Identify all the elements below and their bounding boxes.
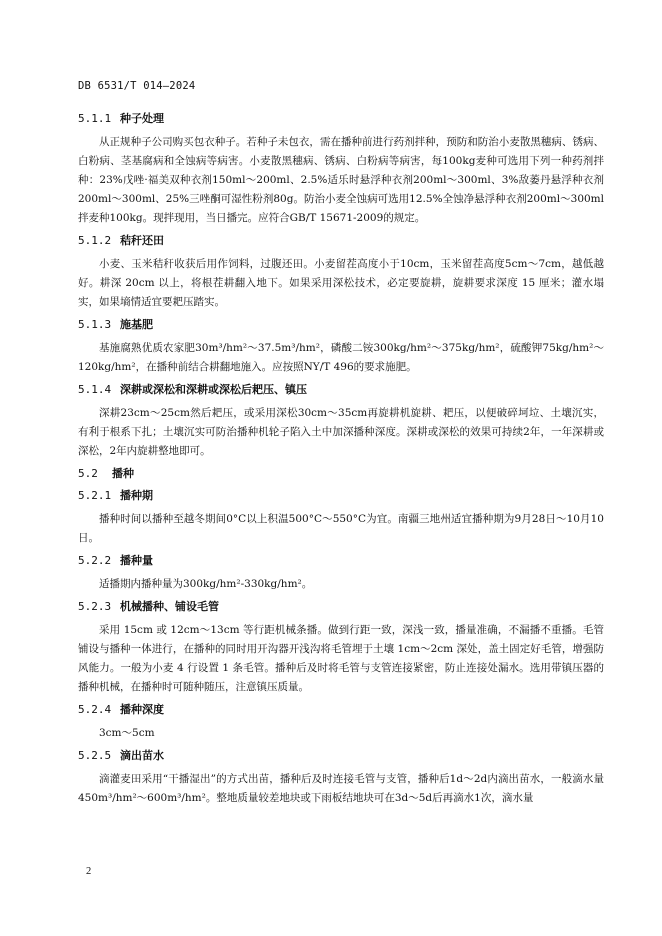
paragraph: 滴灌麦田采用“干播湿出”的方式出苗，播种后及时连接毛管与支管，播种后1d～2d内滴出苗水，一般滴水量450m³/hm²～600m³/hm²。整地质量较差地块或下雨板结地块可在3d～5d后再滴水1次，滴水量 (78, 773, 604, 804)
section-title: 播种期 (120, 489, 153, 502)
paragraph: 小麦、玉米秸秆收获后用作饲料，过腹还田。小麦留茬高度小于10cm，玉米留茬高度5cm～7cm，越低越好。耕深 20cm 以上，将根茬耕翻入地下。如果采用深松技术，必定要旋耕，旋耕要求深度 15 厘米；灌水塌实，如果墒情适宜要耙压踏实。 (78, 258, 604, 308)
section-number: 5.2.2 (78, 554, 112, 567)
section-title: 秸秆还田 (120, 234, 164, 247)
section-number: 5.2.4 (78, 703, 112, 716)
section-heading (78, 488, 604, 504)
section-number: 5.1.1 (78, 112, 112, 125)
section-number: 5.2.5 (78, 749, 112, 762)
section-heading (78, 111, 604, 127)
paragraph: 播种时间以播种至越冬期间0°C以上积温500°C～550°C为宜。南疆三地州适宜播种期为9月28日～10月10日。 (78, 513, 604, 544)
document-body (78, 108, 604, 813)
section-heading (78, 553, 604, 569)
section-heading (78, 748, 604, 764)
section-heading (78, 702, 604, 718)
section-heading (78, 317, 604, 333)
section-heading (78, 599, 604, 615)
section-title: 滴出苗水 (120, 749, 164, 762)
paragraph: 3cm～5cm (99, 727, 155, 739)
paragraph: 基施腐熟优质农家肥30m³/hm²～37.5m³/hm²，磷酸二铵300kg/hm²～375kg/hm²，硫酸钾75kg/hm²～120kg/hm²，在播种前结合耕翻地施入。应按照NY/T 496的要求施肥。 (78, 342, 604, 373)
section-number: 5.2.3 (78, 600, 112, 613)
document-code: DB 6531/T 014—2024 (78, 80, 196, 92)
paragraph: 从正规种子公司购买包衣种子。若种子未包衣，需在播种前进行药剂拌种，预防和防治小麦散黑穗病、锈病、白粉病、茎基腐病和全蚀病等病害。小麦散黑穗病、锈病、白粉病等病害，每100kg麦种可选用下列一种药剂拌种：23%戊唑·福美双种衣剂150ml～200ml、2.5%适乐时悬浮种衣剂200ml～300ml、3%敌萎丹悬浮种衣剂200ml～300ml、25%三唑酮可湿性粉剂80g。防治小麦全蚀病可选用12.5%全蚀净悬浮种衣剂200ml～300ml拌麦种100kg。现拌现用，当日播完。应符合GB/T 15671-2009的规定。 (78, 136, 604, 224)
section-heading (78, 233, 604, 249)
section-number: 5.1.4 (78, 383, 112, 396)
section-heading (78, 466, 604, 482)
paragraph: 适播期内播种量为300kg/hm²-330kg/hm²。 (99, 578, 313, 590)
section-number: 5.2 (78, 467, 98, 480)
section-title: 施基肥 (120, 318, 153, 331)
section-number: 5.2.1 (78, 489, 112, 502)
section-title: 机械播种、铺设毛管 (120, 600, 219, 613)
page-number: 2 (86, 866, 92, 877)
section-number: 5.1.3 (78, 318, 112, 331)
section-title: 深耕或深松和深耕或深松后耙压、镇压 (120, 383, 307, 396)
section-title: 播种量 (120, 554, 153, 567)
paragraph: 深耕23cm～25cm然后耙压，或采用深松30cm～35cm再旋耕机旋耕、耙压，以便破碎坷垃、土壤沉实，有利于根系下扎；土壤沉实可防治播种机轮子陷入土中加深播种深度。深耕或深松的效果可持续2年，一年深耕或深松，2年内旋耕整地即可。 (78, 407, 604, 457)
section-number: 5.1.2 (78, 234, 112, 247)
paragraph: 采用 15cm 或 12cm～13cm 等行距机械条播。做到行距一致，深浅一致，播量准确，不漏播不重播。毛管铺设与播种一体进行，在播种的同时用开沟器开浅沟将毛管埋于土壤 1cm～2cm 深处，盖土固定好毛管，增强防风能力。一般为小麦 4 行设置 1 条毛管。播种后及时将毛管与支管连接紧密，防止连接处漏水。选用带镇压器的播种机械，在播种时可随种随压，注意镇压质量。 (78, 624, 604, 693)
section-title: 种子处理 (120, 112, 164, 125)
section-heading (78, 382, 604, 398)
section-title: 播种 (112, 467, 134, 480)
section-title: 播种深度 (120, 703, 164, 716)
